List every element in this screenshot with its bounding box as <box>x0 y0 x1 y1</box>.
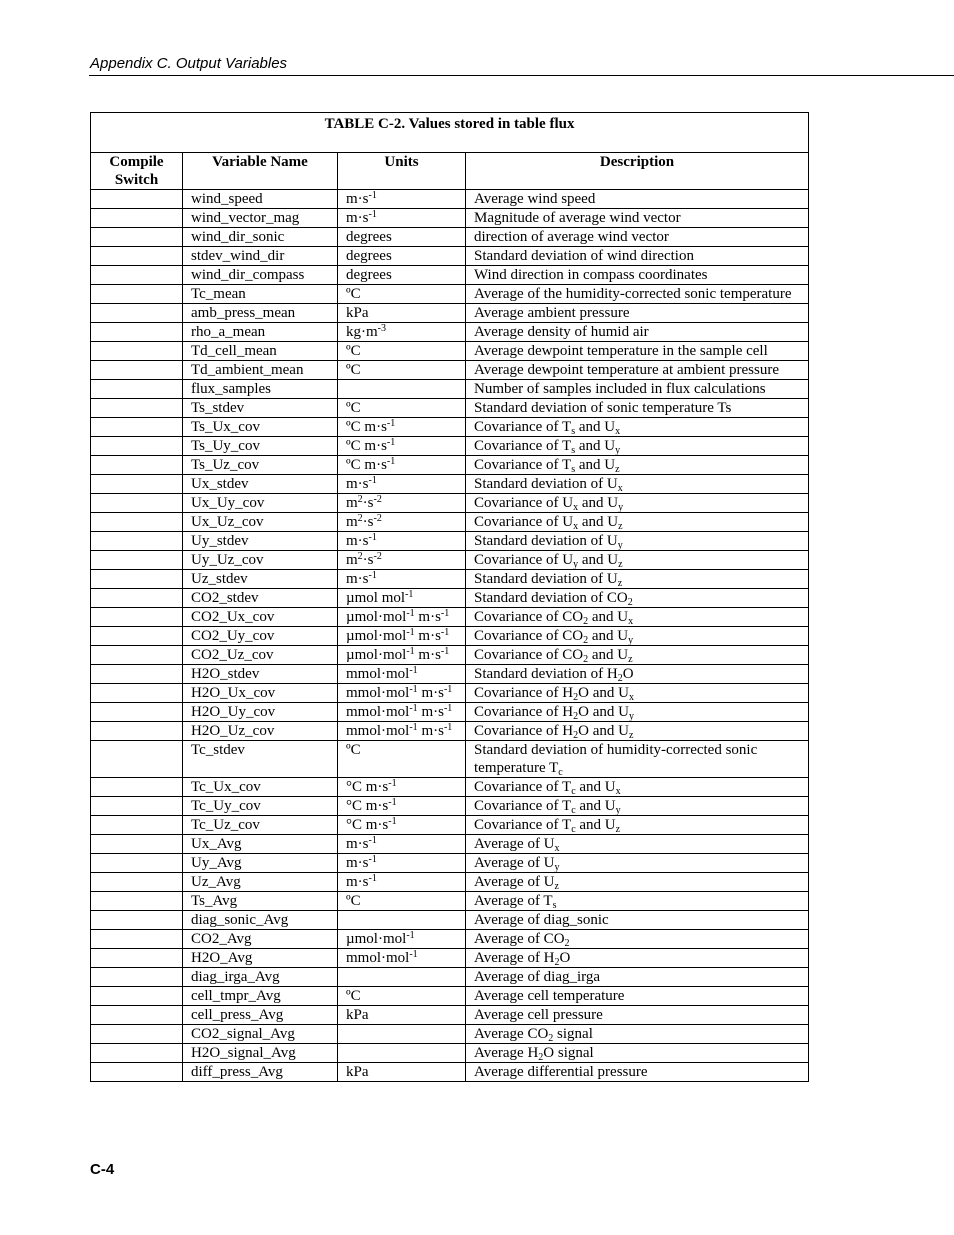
units-cell: mmol·mol$^{-1}$ $m\cdot s^{-1}$ <box>338 703 466 722</box>
variable-name-cell: stdev_wind_dir <box>183 247 338 266</box>
description-cell: Covariance of $CO_2$ and $U_z$ <box>466 646 809 665</box>
table-row <box>91 627 809 646</box>
description-cell: Covariance of $U_y$ and $U_z$ <box>466 551 809 570</box>
compile-switch-cell <box>91 1025 183 1044</box>
units-cell: $kg\cdot m^{-3}$ <box>338 323 466 342</box>
table-row <box>91 570 809 589</box>
units-cell: $m^2\cdot s^{-2}$ <box>338 551 466 570</box>
table-row <box>91 1006 809 1025</box>
description-cell: Number of samples included in flux calculations <box>466 380 809 399</box>
compile-switch-cell <box>91 854 183 873</box>
description-cell: Covariance of $H_2O$ and $U_y$ <box>466 703 809 722</box>
table-row <box>91 873 809 892</box>
col-compile-switch: Compile Switch <box>91 153 183 190</box>
compile-switch-cell <box>91 190 183 209</box>
table-row <box>91 190 809 209</box>
table-row <box>91 835 809 854</box>
units-cell: µmol·mol$^{-1}$ $m\cdot s^{-1}$ <box>338 646 466 665</box>
units-cell: $m\cdot s^{-1}$ <box>338 532 466 551</box>
units-cell: °C $m\cdot s^{-1}$ <box>338 778 466 797</box>
compile-switch-cell <box>91 627 183 646</box>
table-row <box>91 266 809 285</box>
variable-name-cell: H2O_Ux_cov <box>183 684 338 703</box>
units-cell: ºC $m\cdot s^{-1}$ <box>338 437 466 456</box>
units-cell: ºC <box>338 361 466 380</box>
units-cell: µmol·mol$^{-1}$ <box>338 930 466 949</box>
description-cell: Average ambient pressure <box>466 304 809 323</box>
units-cell: µmol·mol$^{-1}$ $m\cdot s^{-1}$ <box>338 627 466 646</box>
variable-name-cell: H2O_stdev <box>183 665 338 684</box>
variable-name-cell: Uz_Avg <box>183 873 338 892</box>
compile-switch-cell <box>91 209 183 228</box>
description-cell: Average of $T_s$ <box>466 892 809 911</box>
compile-switch-cell <box>91 247 183 266</box>
description-cell: Standard deviation of $CO_2$ <box>466 589 809 608</box>
table-row <box>91 987 809 1006</box>
table-row <box>91 247 809 266</box>
description-cell: Average density of humid air <box>466 323 809 342</box>
compile-switch-cell <box>91 304 183 323</box>
compile-switch-cell <box>91 361 183 380</box>
description-cell: Covariance of $CO_2$ and $U_y$ <box>466 627 809 646</box>
compile-switch-cell <box>91 703 183 722</box>
units-cell: ºC <box>338 741 466 778</box>
description-cell: Average of $U_y$ <box>466 854 809 873</box>
variable-name-cell: amb_press_mean <box>183 304 338 323</box>
compile-switch-cell <box>91 551 183 570</box>
compile-switch-cell <box>91 1006 183 1025</box>
units-cell <box>338 380 466 399</box>
units-cell: mmol·mol$^{-1}$ $m\cdot s^{-1}$ <box>338 684 466 703</box>
description-cell: Standard deviation of $H_2O$ <box>466 665 809 684</box>
description-cell: Covariance of $T_c$ and $U_x$ <box>466 778 809 797</box>
variable-name-cell: CO2_Ux_cov <box>183 608 338 627</box>
variable-name-cell: cell_press_Avg <box>183 1006 338 1025</box>
variable-name-cell: Ts_Uy_cov <box>183 437 338 456</box>
variable-name-cell: Td_ambient_mean <box>183 361 338 380</box>
table-row <box>91 684 809 703</box>
units-cell: $m\cdot s^{-1}$ <box>338 190 466 209</box>
table-row <box>91 1063 809 1082</box>
description-cell: Average of $CO_2$ <box>466 930 809 949</box>
table-row <box>91 551 809 570</box>
compile-switch-cell <box>91 570 183 589</box>
description-cell: Covariance of $T_s$ and $U_y$ <box>466 437 809 456</box>
units-cell: µmol·mol$^{-1}$ $m\cdot s^{-1}$ <box>338 608 466 627</box>
variable-name-cell: flux_samples <box>183 380 338 399</box>
table-row <box>91 342 809 361</box>
compile-switch-cell <box>91 437 183 456</box>
units-cell: kPa <box>338 1006 466 1025</box>
description-cell: Standard deviation of humidity-corrected sonic temperature $T_c$ <box>466 741 809 778</box>
units-cell: mmol·mol$^{-1}$ <box>338 665 466 684</box>
table-row <box>91 949 809 968</box>
page-number: C-4 <box>90 1161 115 1178</box>
units-cell: ºC <box>338 892 466 911</box>
variable-name-cell: Ux_Uz_cov <box>183 513 338 532</box>
variable-name-cell: Tc_Uz_cov <box>183 816 338 835</box>
description-cell: Average of $U_x$ <box>466 835 809 854</box>
description-cell: Average of the humidity-corrected sonic temperature <box>466 285 809 304</box>
units-cell: $m^2\cdot s^{-2}$ <box>338 494 466 513</box>
table-row <box>91 778 809 797</box>
table-row <box>91 456 809 475</box>
table-title: TABLE C-2. Values stored in table flux <box>91 113 809 153</box>
compile-switch-cell <box>91 892 183 911</box>
compile-switch-cell <box>91 380 183 399</box>
variable-name-cell: Ts_stdev <box>183 399 338 418</box>
table-row <box>91 380 809 399</box>
description-cell: Average cell temperature <box>466 987 809 1006</box>
table-row <box>91 399 809 418</box>
description-cell: Average of $H_2O$ <box>466 949 809 968</box>
units-cell: $m^2\cdot s^{-2}$ <box>338 513 466 532</box>
description-cell: Covariance of $H_2O$ and $U_z$ <box>466 722 809 741</box>
variable-name-cell: Uy_Avg <box>183 854 338 873</box>
units-cell <box>338 1025 466 1044</box>
table-row <box>91 1025 809 1044</box>
variable-name-cell: diag_irga_Avg <box>183 968 338 987</box>
table-row <box>91 911 809 930</box>
variable-name-cell: Tc_Ux_cov <box>183 778 338 797</box>
description-cell: Covariance of $T_s$ and $U_x$ <box>466 418 809 437</box>
table-row <box>91 418 809 437</box>
col-description: Description <box>466 153 809 190</box>
table-row <box>91 797 809 816</box>
compile-switch-cell <box>91 418 183 437</box>
description-cell: Covariance of $H_2O$ and $U_x$ <box>466 684 809 703</box>
units-cell: $m\cdot s^{-1}$ <box>338 873 466 892</box>
units-cell: ºC <box>338 987 466 1006</box>
description-cell: Average of diag_irga <box>466 968 809 987</box>
units-cell: $m\cdot s^{-1}$ <box>338 209 466 228</box>
compile-switch-cell <box>91 1044 183 1063</box>
description-cell: Standard deviation of sonic temperature Ts <box>466 399 809 418</box>
compile-switch-cell <box>91 1063 183 1082</box>
table-row <box>91 930 809 949</box>
variable-name-cell: Ux_Uy_cov <box>183 494 338 513</box>
units-cell: mmol·mol$^{-1}$ $m\cdot s^{-1}$ <box>338 722 466 741</box>
table-row <box>91 703 809 722</box>
table-row <box>91 646 809 665</box>
compile-switch-cell <box>91 949 183 968</box>
compile-switch-cell <box>91 987 183 1006</box>
flux-table <box>90 112 809 1082</box>
compile-switch-cell <box>91 684 183 703</box>
description-cell: Average dewpoint temperature in the sample cell <box>466 342 809 361</box>
variable-name-cell: Tc_Uy_cov <box>183 797 338 816</box>
compile-switch-cell <box>91 475 183 494</box>
col-variable-name: Variable Name <box>183 153 338 190</box>
variable-name-cell: H2O_Uy_cov <box>183 703 338 722</box>
variable-name-cell: Ux_Avg <box>183 835 338 854</box>
variable-name-cell: Td_cell_mean <box>183 342 338 361</box>
units-cell: degrees <box>338 247 466 266</box>
compile-switch-cell <box>91 399 183 418</box>
table-row <box>91 589 809 608</box>
table-row <box>91 494 809 513</box>
variable-name-cell: CO2_signal_Avg <box>183 1025 338 1044</box>
table-row <box>91 722 809 741</box>
table-row <box>91 665 809 684</box>
units-cell: $m\cdot s^{-1}$ <box>338 854 466 873</box>
description-cell: Average cell pressure <box>466 1006 809 1025</box>
variable-name-cell: diag_sonic_Avg <box>183 911 338 930</box>
units-cell: mmol·mol$^{-1}$ <box>338 949 466 968</box>
units-cell: degrees <box>338 228 466 247</box>
compile-switch-cell <box>91 646 183 665</box>
compile-switch-cell <box>91 323 183 342</box>
description-cell: Covariance of $T_c$ and $U_z$ <box>466 816 809 835</box>
table-row <box>91 323 809 342</box>
table-body <box>91 190 809 1082</box>
compile-switch-cell <box>91 513 183 532</box>
compile-switch-cell <box>91 816 183 835</box>
compile-switch-cell <box>91 456 183 475</box>
description-cell: Covariance of $T_s$ and $U_z$ <box>466 456 809 475</box>
units-cell: ºC <box>338 342 466 361</box>
table-row <box>91 608 809 627</box>
compile-switch-cell <box>91 665 183 684</box>
description-cell: Covariance of $T_c$ and $U_y$ <box>466 797 809 816</box>
description-cell: Average dewpoint temperature at ambient pressure <box>466 361 809 380</box>
units-cell: ºC $m\cdot s^{-1}$ <box>338 418 466 437</box>
compile-switch-cell <box>91 494 183 513</box>
variable-name-cell: wind_vector_mag <box>183 209 338 228</box>
description-cell: Covariance of $CO_2$ and $U_x$ <box>466 608 809 627</box>
compile-switch-cell <box>91 589 183 608</box>
variable-name-cell: rho_a_mean <box>183 323 338 342</box>
compile-switch-cell <box>91 835 183 854</box>
compile-switch-cell <box>91 722 183 741</box>
variable-name-cell: CO2_Uy_cov <box>183 627 338 646</box>
units-cell <box>338 968 466 987</box>
units-cell: °C $m\cdot s^{-1}$ <box>338 797 466 816</box>
compile-switch-cell <box>91 930 183 949</box>
compile-switch-cell <box>91 911 183 930</box>
variable-name-cell: Ux_stdev <box>183 475 338 494</box>
units-cell: $m\cdot s^{-1}$ <box>338 570 466 589</box>
variable-name-cell: Uz_stdev <box>183 570 338 589</box>
table-row <box>91 741 809 778</box>
variable-name-cell: H2O_signal_Avg <box>183 1044 338 1063</box>
variable-name-cell: Uy_Uz_cov <box>183 551 338 570</box>
col-units: Units <box>338 153 466 190</box>
variable-name-cell: wind_speed <box>183 190 338 209</box>
table-row <box>91 854 809 873</box>
table-row <box>91 475 809 494</box>
header-rule <box>89 75 954 76</box>
compile-switch-cell <box>91 741 183 778</box>
compile-switch-cell <box>91 285 183 304</box>
units-cell: ºC $m\cdot s^{-1}$ <box>338 456 466 475</box>
units-cell: kPa <box>338 1063 466 1082</box>
variable-name-cell: wind_dir_sonic <box>183 228 338 247</box>
variable-name-cell: H2O_Uz_cov <box>183 722 338 741</box>
compile-switch-cell <box>91 873 183 892</box>
variable-name-cell: wind_dir_compass <box>183 266 338 285</box>
description-cell: Covariance of $U_x$ and $U_z$ <box>466 513 809 532</box>
description-cell: Standard deviation of $U_z$ <box>466 570 809 589</box>
table-row <box>91 361 809 380</box>
variable-name-cell: Uy_stdev <box>183 532 338 551</box>
units-cell: °C $m\cdot s^{-1}$ <box>338 816 466 835</box>
variable-name-cell: Ts_Ux_cov <box>183 418 338 437</box>
units-cell: $m\cdot s^{-1}$ <box>338 475 466 494</box>
compile-switch-cell <box>91 228 183 247</box>
table-row <box>91 1044 809 1063</box>
compile-switch-cell <box>91 532 183 551</box>
description-cell: Standard deviation of $U_x$ <box>466 475 809 494</box>
description-cell: direction of average wind vector <box>466 228 809 247</box>
table-row <box>91 532 809 551</box>
table-row <box>91 285 809 304</box>
table-row <box>91 209 809 228</box>
units-cell: kPa <box>338 304 466 323</box>
units-cell: ºC <box>338 399 466 418</box>
compile-switch-cell <box>91 778 183 797</box>
table-row <box>91 816 809 835</box>
description-cell: Average wind speed <box>466 190 809 209</box>
variable-name-cell: Ts_Uz_cov <box>183 456 338 475</box>
table-header-row <box>91 153 809 190</box>
units-cell <box>338 911 466 930</box>
page-header: Appendix C. Output Variables <box>90 55 288 72</box>
compile-switch-cell <box>91 968 183 987</box>
description-cell: Standard deviation of $U_y$ <box>466 532 809 551</box>
variable-name-cell: diff_press_Avg <box>183 1063 338 1082</box>
variable-name-cell: CO2_Uz_cov <box>183 646 338 665</box>
variable-name-cell: cell_tmpr_Avg <box>183 987 338 1006</box>
variable-name-cell: H2O_Avg <box>183 949 338 968</box>
compile-switch-cell <box>91 342 183 361</box>
description-cell: Average differential pressure <box>466 1063 809 1082</box>
compile-switch-cell <box>91 608 183 627</box>
description-cell: Magnitude of average wind vector <box>466 209 809 228</box>
description-cell: Standard deviation of wind direction <box>466 247 809 266</box>
variable-name-cell: Ts_Avg <box>183 892 338 911</box>
table-row <box>91 437 809 456</box>
table-row <box>91 892 809 911</box>
variable-name-cell: CO2_Avg <box>183 930 338 949</box>
description-cell: Average $H_2O$ signal <box>466 1044 809 1063</box>
variable-name-cell: Tc_stdev <box>183 741 338 778</box>
description-cell: Covariance of $U_x$ and $U_y$ <box>466 494 809 513</box>
description-cell: Average $CO_2$ signal <box>466 1025 809 1044</box>
table-row <box>91 304 809 323</box>
description-cell: Average of $U_z$ <box>466 873 809 892</box>
description-cell: Wind direction in compass coordinates <box>466 266 809 285</box>
units-cell: degrees <box>338 266 466 285</box>
units-cell: $m\cdot s^{-1}$ <box>338 835 466 854</box>
units-cell <box>338 1044 466 1063</box>
variable-name-cell: CO2_stdev <box>183 589 338 608</box>
table-row <box>91 513 809 532</box>
table-row <box>91 228 809 247</box>
compile-switch-cell <box>91 797 183 816</box>
units-cell: µmol mol$^{-1}$ <box>338 589 466 608</box>
description-cell: Average of diag_sonic <box>466 911 809 930</box>
table-row <box>91 968 809 987</box>
compile-switch-cell <box>91 266 183 285</box>
variable-name-cell: Tc_mean <box>183 285 338 304</box>
units-cell: ºC <box>338 285 466 304</box>
